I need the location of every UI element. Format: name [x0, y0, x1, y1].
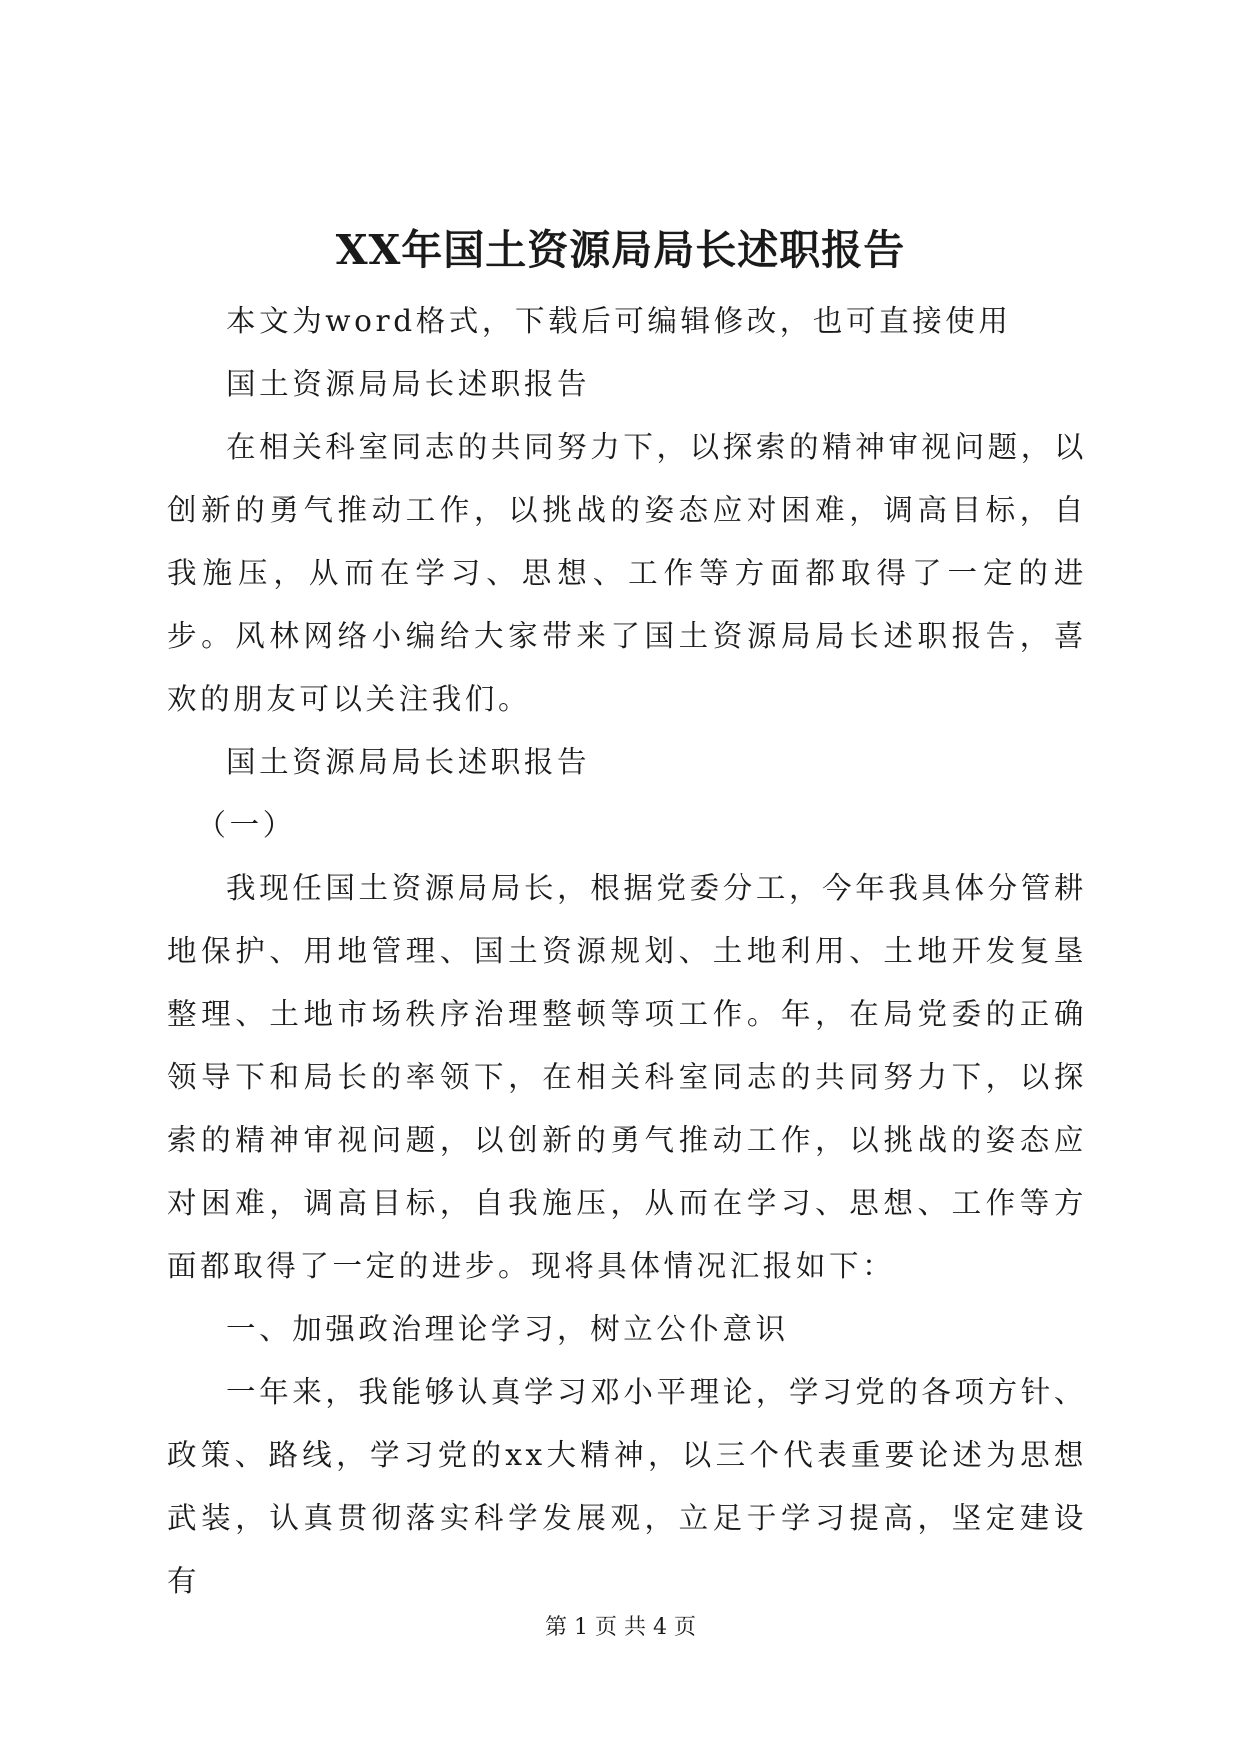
paragraph-format-note: 本文为word格式，下载后可编辑修改，也可直接使用 — [226, 304, 1012, 338]
paragraph-body: 我现任国土资源局局长，根据党委分工，今年我具体分管耕地保护、用地管理、国土资源规划、土地利用、土地开发复垦整理、土地市场秩序治理整顿等项工作。年，在局党委的正确领导下和局长的率领下，在相关科室同志的共同努力下，以探索的精神审视问题，以创新的勇气推动工作，以挑战的姿态应对困难，调高目标，自我施压，从而在学习、思想、工作等方面都取得了一定的进步。现将具体情况汇报如下： — [167, 871, 1087, 1283]
document-title: XX年国土资源局局长述职报告 — [335, 226, 906, 274]
document-body — [167, 290, 1087, 1613]
paragraph-subtitle-repeat: 国土资源局局长述职报告 — [226, 745, 591, 779]
paragraph-intro: 在相关科室同志的共同努力下，以探索的精神审视问题，以创新的勇气推动工作，以挑战的姿态应对困难，调高目标，自我施压，从而在学习、思想、工作等方面都取得了一定的进步。风林网络小编给大家带来了国土资源局局长述职报告，喜欢的朋友可以关注我们。 — [167, 430, 1087, 716]
paragraph-section-number: （一） — [196, 808, 296, 842]
paragraph-heading-one: 一、加强政治理论学习，树立公仆意识 — [226, 1312, 789, 1346]
paragraph-body-continued: 一年来，我能够认真学习邓小平理论，学习党的各项方针、政策、路线，学习党的xx大精神，以三个代表重要论述为思想武装，认真贯彻落实科学发展观，立足于学习提高，坚定建设有 — [167, 1375, 1087, 1598]
page-footer: 第 1 页 共 4 页 — [545, 1615, 696, 1640]
paragraph-subtitle: 国土资源局局长述职报告 — [226, 367, 591, 401]
